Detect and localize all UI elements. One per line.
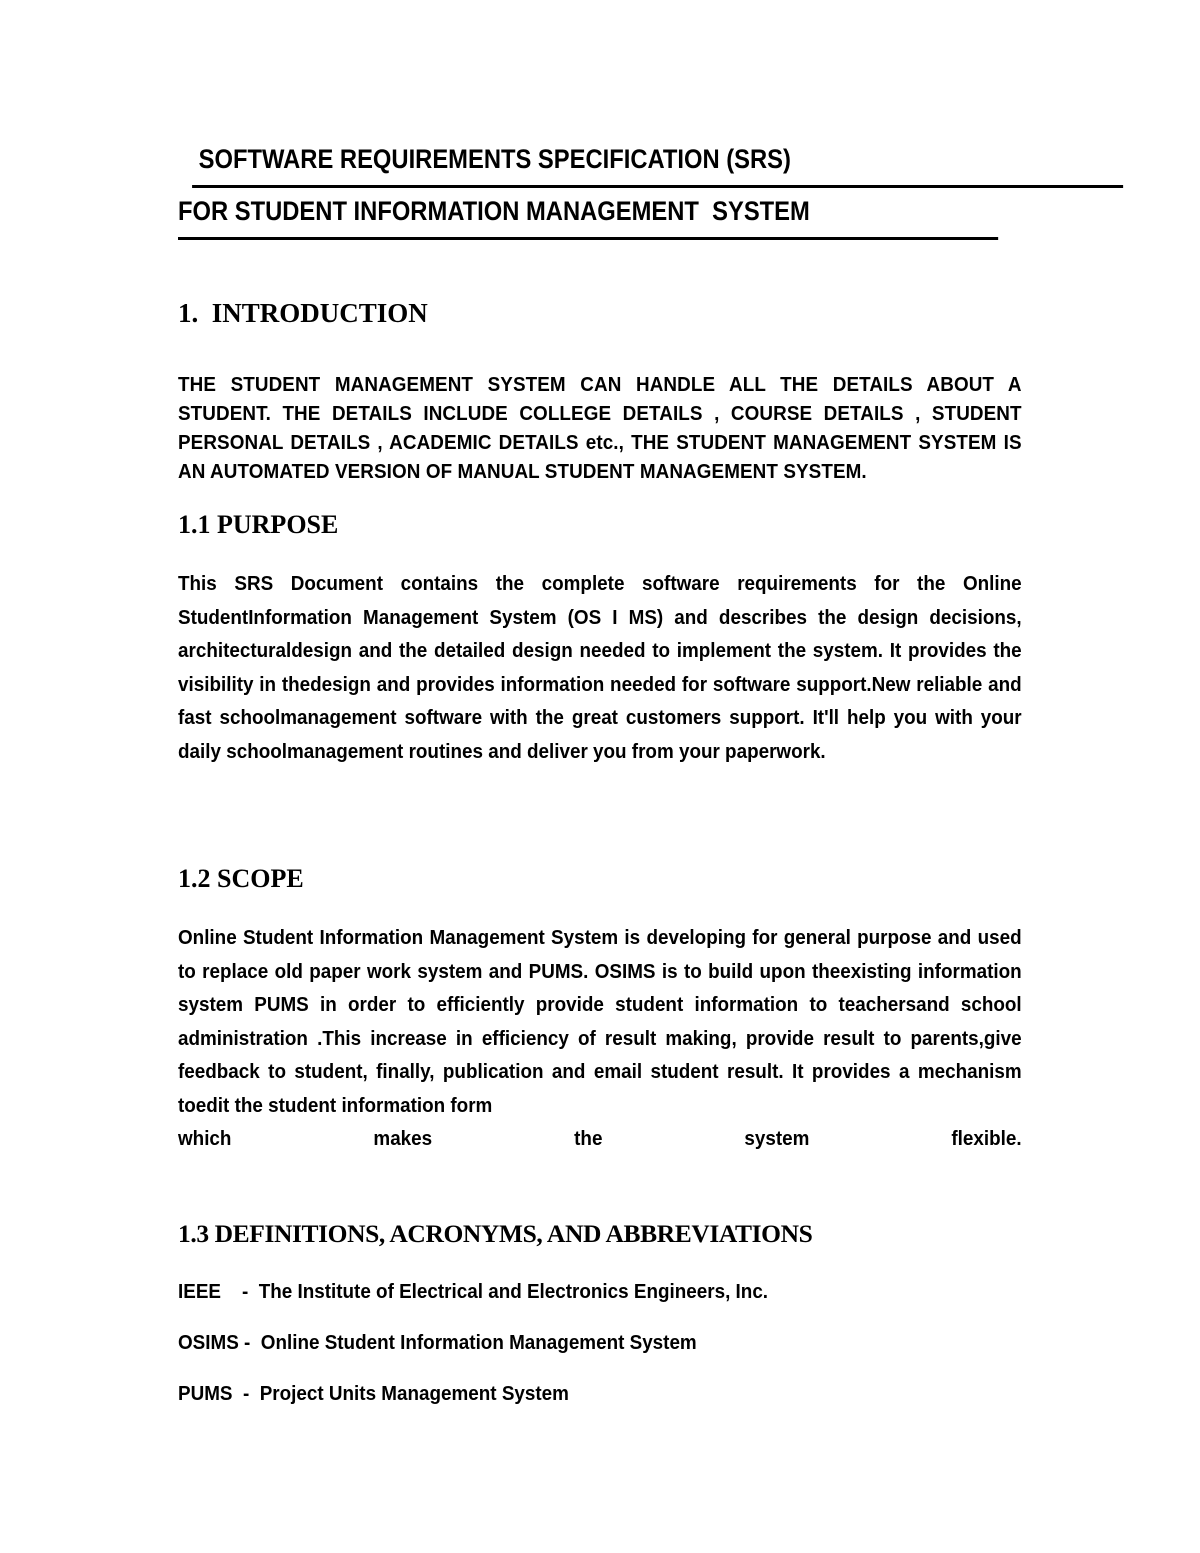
heading-definitions: 1.3 DEFINITIONS, ACRONYMS, AND ABBREVIATIONS <box>178 1218 813 1248</box>
spacer <box>178 1249 1022 1277</box>
document-title-line-1-text: SOFTWARE REQUIREMENTS SPECIFICATION (SRS) <box>192 136 1123 188</box>
document-body <box>178 136 1022 1408</box>
heading-purpose: 1.1 PURPOSE <box>178 510 339 539</box>
paragraph-purpose: This SRS Document contains the complete software requirements for the Online StudentInformation Management System (OS I MS) and describes the design decisions, architecturaldesign and the detailed design needed to implement the system. It provides the visibility in thedesign and provides information needed for software support.New reliable and fast schoolmanagement software with the great customers support. It'll help you with your daily schoolmanagement routines and deliver you from your paperwork. <box>178 572 1022 763</box>
spacer <box>178 1357 1022 1379</box>
spacer <box>178 894 1022 921</box>
spacer <box>178 328 1022 370</box>
heading-scope: 1.2 SCOPE <box>178 864 304 893</box>
heading-introduction: 1. INTRODUCTION <box>178 298 428 328</box>
paragraph-scope-last-line-text: which makes the system flexible. <box>178 1127 1022 1150</box>
spacer <box>178 1306 1022 1328</box>
paragraph-scope-last-line <box>178 1122 1022 1156</box>
spacer <box>178 240 1022 298</box>
spacer <box>178 768 1022 864</box>
document-title-line-2-text: FOR STUDENT INFORMATION MANAGEMENT SYSTEM <box>178 188 998 240</box>
document-title-line-2 <box>178 188 921 240</box>
definition-entry-ieee: IEEE - The Institute of Electrical and Electronics Engineers, Inc. <box>178 1279 769 1303</box>
spacer <box>178 1156 1022 1219</box>
document-title-line-1 <box>178 136 921 188</box>
definition-entry-pums: PUMS - Project Units Management System <box>178 1381 569 1405</box>
definition-entry-osims: OSIMS - Online Student Information Management System <box>178 1330 697 1354</box>
spacer <box>178 540 1022 567</box>
paragraph-introduction: THE STUDENT MANAGEMENT SYSTEM CAN HANDLE ALL THE DETAILS ABOUT A STUDENT. THE DETAILS INCLUDE COLLEGE DETAILS , COURSE DETAILS , STUDENT PERSONAL DETAILS , ACADEMIC DETAILS etc., THE STUDENT MANAGEMENT SYSTEM IS AN AUTOMATED VERSION OF MANUAL STUDENT MANAGEMENT SYSTEM. <box>178 373 1022 483</box>
paragraph-scope: Online Student Information Management System is developing for general purpose and used to replace old paper work system and PUMS. OSIMS is to build upon theexisting information system PUMS in order to efficiently provide student information to teachersand school administration .This increase in efficiency of result making, provide result to parents,give feedback to student, finally, publication and email student result. It provides a mechanism toedit the student information form <box>178 926 1022 1117</box>
spacer <box>178 486 1022 510</box>
